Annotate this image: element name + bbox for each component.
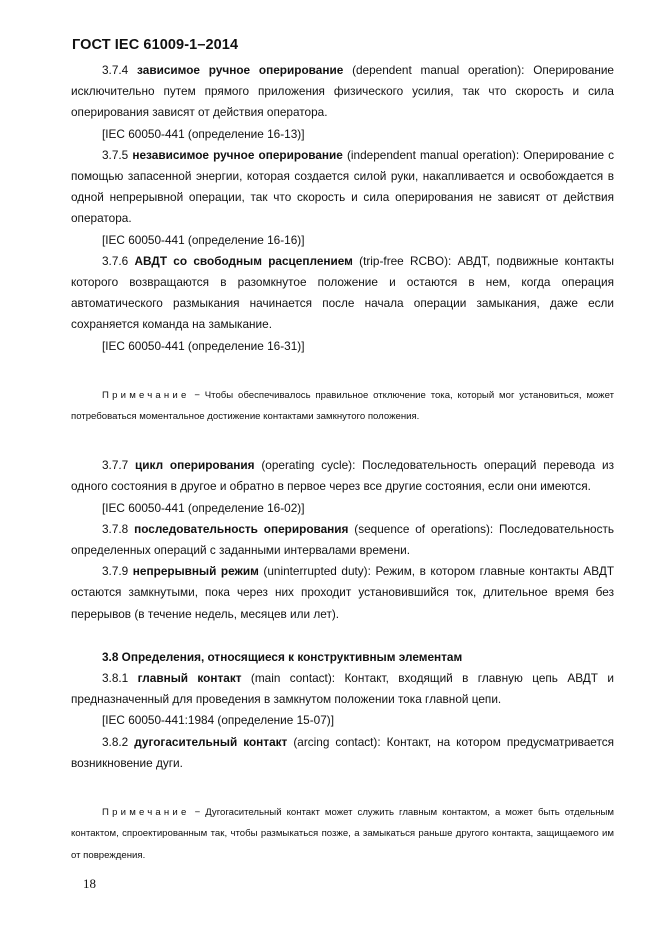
english-term: (trip-free RCBO):: [359, 253, 452, 268]
english-term: (independent manual operation):: [346, 147, 520, 162]
term: непрерывный режим: [132, 564, 259, 579]
document-header: ГОСТ IEC 61009-1–2014: [72, 37, 239, 53]
term: главный контакт: [137, 671, 242, 686]
clause-number: 3.7.8: [102, 521, 129, 536]
reference: [IEC 60050-441:1984 (определение 15-07)]: [102, 713, 334, 728]
english-term: (arcing contact):: [293, 734, 381, 749]
definition-3-7-6: [71, 251, 614, 336]
english-term: (operating cycle):: [261, 458, 356, 473]
reference: [IEC 60050-441 (определение 16-16)]: [102, 232, 305, 247]
definition-3-7-8: [71, 519, 614, 561]
clause-number: 3.7.9: [102, 564, 129, 579]
term: дугогасительный контакт: [134, 734, 288, 749]
note-label: Примечание: [102, 807, 190, 819]
definition-text: АВДТ, подвижные контакты которого возвращаются в разомкнутое положение и остаются в нем, когда операция автоматического размыкания начинается после начала операции замыкания, даже если сохраняется команда на замыкание.: [71, 253, 615, 332]
note-text: − Дугогасительный контакт может служить главным контактом, а может быть отдельным контактом, спроектированным так, чтобы размыкаться позже, а замыкаться раньше другого контакта, защищаемого им от повреждения.: [71, 807, 614, 861]
definition-text: Контакт, входящий в главную цепь АВДТ и предназначенный для проведения в замкнутом положении тока главной цепи.: [71, 671, 614, 707]
definition-3-7-7: [71, 455, 614, 497]
note-label: Примечание: [102, 389, 190, 401]
definition-3-7-9: [71, 561, 614, 625]
term: последовательность оперирования: [134, 521, 349, 536]
definition-3-8-1: [71, 668, 614, 710]
reference: [IEC 60050-441 (определение 16-13)]: [102, 126, 305, 141]
definition-text: Контакт, на котором предусматривается возникновение дуги.: [71, 734, 615, 770]
clause-number: 3.7.4: [102, 63, 129, 77]
term: АВДТ со свободным расцеплением: [134, 253, 353, 268]
definition-3-7-4: [71, 60, 614, 124]
clause-number: 3.7.6: [102, 253, 129, 268]
clause-number: 3.8.1: [102, 671, 129, 686]
definition-3-7-5: [71, 145, 614, 230]
note-1: [71, 385, 614, 427]
reference: [IEC 60050-441 (определение 16-31)]: [102, 338, 305, 353]
english-term: (uninterrupted duty):: [263, 564, 371, 579]
term: зависимое ручное оперирование: [137, 63, 344, 77]
english-term: (main contact):: [250, 671, 336, 686]
english-term: (dependent manual operation):: [352, 63, 525, 77]
term: независимое ручное оперирование: [132, 147, 343, 162]
reference: [IEC 60050-441 (определение 16-02)]: [102, 500, 305, 515]
definition-text: Режим, в котором главные контакты АВДТ остаются замкнутыми, пока через них проходит установившийся ток, длительное время без перерывов (в течение недель, месяцев или лет).: [71, 564, 615, 621]
clause-number: 3.7.5: [102, 147, 129, 162]
definition-text: Оперирование исключительно путем прямого приложения физического усилия, так что скорость и сила оперирования зависят от действия оператора.: [71, 63, 614, 120]
definition-text: Последовательность определенных операций с заданными интервалами времени.: [71, 521, 615, 558]
english-term: (sequence of operations):: [354, 521, 494, 536]
definition-text: Оперирование с помощью запасенной энергии, которая создается силой руки, накапливается и освобождается в одной непрерывной операции, так что скорость и сила оперирования не зависят от действия оператора.: [71, 147, 615, 226]
clause-number: 3.8.2: [102, 734, 129, 749]
document-body: [71, 60, 614, 866]
note-text: − Чтобы обеспечивалось правильное отключение тока, который мог установиться, может потребоваться моментальное достижение контактами замкнутого положения.: [71, 389, 614, 423]
definition-3-8-2: [71, 732, 614, 774]
definition-text: Последовательность операций перевода из одного состояния в другое и обратно в первое через все другие состояния, если они имеются.: [71, 458, 615, 494]
note-2: [71, 802, 614, 866]
section-heading-3-8: 3.8 Определения, относящиеся к конструктивным элементам: [102, 649, 463, 664]
page-number: 18: [83, 876, 96, 891]
clause-number: 3.7.7: [102, 458, 129, 473]
term: цикл оперирования: [135, 458, 255, 473]
